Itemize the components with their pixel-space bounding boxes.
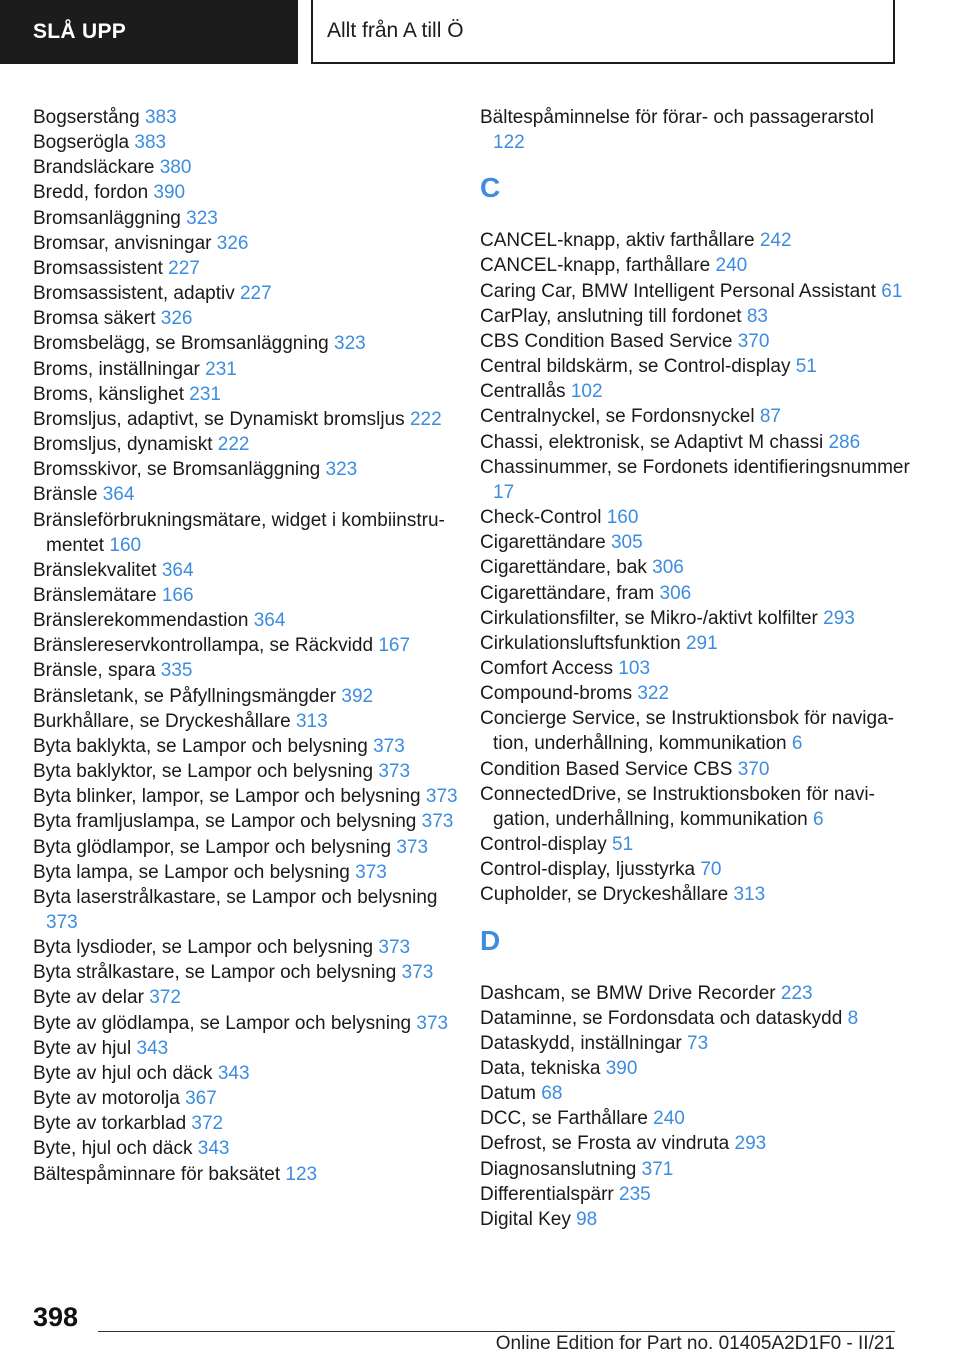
index-entry — [480, 782, 910, 832]
index-page-link[interactable]: 326 — [216, 232, 249, 254]
index-entry-text: Brandsläckare — [33, 157, 155, 179]
index-entry — [480, 404, 910, 429]
index-entry-text: Bränsletank, se Påfyllningsmängder — [33, 685, 337, 707]
index-entry-text: Caring Car, BMW Intelligent Personal Assistant — [480, 280, 877, 302]
index-page-link[interactable]: 364 — [161, 559, 194, 581]
page-number: 398 — [33, 1302, 79, 1332]
index-page-link[interactable]: 291 — [685, 632, 718, 654]
index-page-link[interactable]: 235 — [619, 1183, 651, 1205]
index-page-link[interactable]: 306 — [652, 557, 684, 579]
index-entry — [33, 835, 473, 860]
index-entry-text: Byte av torkarblad — [33, 1113, 187, 1135]
index-entry-text: CANCEL-knapp, farthållare — [480, 255, 711, 277]
index-page-link[interactable]: 222 — [217, 434, 250, 456]
index-entry-text: Centralnyckel, se Fordonsnyckel — [480, 406, 755, 428]
index-page-link[interactable]: 122 — [493, 132, 525, 154]
index-entry-text: Bromsa säkert — [33, 308, 156, 330]
index-entry — [33, 734, 473, 759]
index-page-link[interactable]: 68 — [541, 1083, 563, 1105]
index-entry — [480, 857, 910, 882]
index-page-link[interactable]: 83 — [746, 305, 768, 327]
index-entry — [480, 253, 910, 278]
index-page-link[interactable]: 306 — [659, 582, 692, 604]
index-entry-text: Byta blinker, lampor, se Lampor och belysning — [33, 786, 421, 808]
index-page-link[interactable]: 242 — [759, 230, 792, 252]
index-page-link[interactable]: 335 — [160, 660, 193, 682]
index-entry-text: CBS Condition Based Service — [480, 330, 733, 352]
index-entry — [33, 935, 473, 960]
tab-lookup[interactable]: SLÅ UPP — [0, 0, 298, 64]
index-entry-text: Concierge Service, se Instruktionsbok för navigation, underhållning, kommunikation — [480, 708, 894, 755]
index-entry-text: Diagnosanslutning — [480, 1158, 637, 1180]
index-column-right — [480, 105, 910, 1232]
index-entry — [33, 130, 473, 155]
index-page-link[interactable]: 73 — [687, 1032, 709, 1054]
index-entry-text: Bogserögla — [33, 132, 130, 154]
index-entry — [480, 530, 910, 555]
index-entry-text: Control-display, ljusstyrka — [480, 859, 696, 881]
index-entry-text: Byte, hjul och däck — [33, 1138, 193, 1160]
index-entry-text: CANCEL-knapp, aktiv farthållare — [480, 230, 755, 252]
index-page-link[interactable]: 51 — [612, 834, 634, 856]
index-entry — [480, 1056, 910, 1081]
index-entry — [33, 759, 473, 784]
index-page-link[interactable]: 61 — [881, 280, 903, 302]
index-entry-text: Dashcam, se BMW Drive Recorder — [480, 982, 776, 1004]
index-page-link[interactable]: 383 — [144, 107, 177, 128]
index-entry — [33, 985, 473, 1010]
index-entry-text: Byte av motorolja — [33, 1088, 180, 1110]
index-page-link[interactable]: 222 — [409, 408, 442, 430]
index-entry — [480, 1081, 910, 1106]
index-page-link[interactable]: 323 — [186, 207, 218, 229]
index-page-link[interactable]: 70 — [700, 859, 722, 881]
index-entry — [33, 684, 473, 709]
index-entry — [33, 784, 473, 809]
index-entry-text: Bromsar, anvisningar — [33, 232, 212, 254]
index-entry — [480, 505, 910, 530]
index-entry-text: Cigarettändare, bak — [480, 557, 647, 579]
index-entry — [33, 658, 473, 683]
index-entry — [33, 407, 473, 432]
index-page-link[interactable]: 87 — [759, 406, 781, 428]
index-entry — [33, 960, 473, 985]
header-bar — [0, 0, 960, 66]
index-entry — [33, 432, 473, 457]
index-entry-text: Bränsle — [33, 484, 98, 506]
index-entry — [33, 306, 473, 331]
index-entry-text: Byta lysdioder, se Lampor och belysning — [33, 937, 374, 959]
index-page-link[interactable]: 372 — [149, 987, 181, 1009]
footer-divider — [98, 1331, 895, 1332]
index-entry — [33, 382, 473, 407]
index-page-link[interactable]: 313 — [295, 710, 328, 732]
index-page-link[interactable]: 6 — [791, 733, 803, 755]
index-page-link[interactable]: 373 — [378, 761, 411, 783]
index-entry — [480, 1106, 910, 1131]
index-entry-text: Bältespåminnare för baksätet — [33, 1163, 281, 1185]
index-page-link[interactable]: 17 — [493, 481, 515, 503]
index-entry-text: Bromsbelägg, se Bromsanläggning — [33, 333, 329, 355]
index-page-link[interactable]: 293 — [823, 607, 855, 629]
index-letter-heading: C — [480, 172, 501, 204]
index-page-link[interactable]: 223 — [780, 982, 813, 1004]
index-entry-text: Burkhållare, se Dryckeshållare — [33, 710, 291, 732]
index-entry — [480, 1031, 910, 1056]
index-entry-text: Bredd, fordon — [33, 182, 149, 204]
index-entry — [33, 1011, 473, 1036]
index-entry — [33, 583, 473, 608]
index-letter-heading: D — [480, 924, 501, 956]
index-entry — [480, 1131, 910, 1156]
index-page-link[interactable]: 160 — [109, 534, 142, 556]
index-entry-text: ConnectedDrive, se Instruktionsboken för navigation, underhållning, kommunikation — [480, 783, 875, 830]
index-page-link[interactable]: 6 — [813, 808, 824, 830]
index-entry — [33, 206, 473, 231]
index-entry — [33, 180, 473, 205]
index-page-link[interactable]: 326 — [160, 308, 193, 330]
index-page-link[interactable]: 51 — [795, 356, 817, 378]
index-page-link[interactable]: 167 — [378, 635, 411, 657]
index-entry-text: Dataskydd, inställningar — [480, 1032, 682, 1054]
index-entry-text: Cupholder, se Dryckeshållare — [480, 884, 729, 906]
index-entry-text: Byta framljuslampa, se Lampor och belysning — [33, 811, 417, 833]
index-page-link[interactable]: 286 — [828, 431, 861, 453]
index-entry-text: Bränslerekommendastion — [33, 610, 249, 632]
edition-footer: Online Edition for Part no. 01405A2D1F0 - II/21 — [495, 1333, 895, 1354]
index-column-left — [33, 105, 473, 1187]
index-entry-text: Byta lampa, se Lampor och belysning — [33, 861, 350, 883]
index-entry-text: CarPlay, anslutning till fordonet — [480, 305, 742, 327]
index-entry-text: Bogserstång — [33, 107, 140, 128]
index-page-link[interactable]: 293 — [734, 1133, 767, 1155]
index-entry-text: Bromsassistent, adaptiv — [33, 283, 235, 305]
index-entry-text: Bränslemätare — [33, 584, 157, 606]
index-entry — [480, 304, 910, 329]
tab-a-to-o[interactable]: Allt från A till Ö — [311, 0, 895, 64]
index-entry — [480, 631, 910, 656]
index-entry-text: Bränslereservkontrollampa, se Räckvidd — [33, 635, 374, 657]
index-entry — [480, 581, 910, 606]
index-entry — [480, 430, 910, 455]
index-entry — [480, 555, 910, 580]
index-entry — [480, 455, 910, 505]
index-entry-text: Control-display — [480, 834, 607, 856]
index-entry-text: Byte av glödlampa, se Lampor och belysning — [33, 1012, 412, 1034]
index-page-link[interactable]: 231 — [205, 358, 237, 380]
index-page-link[interactable]: 367 — [185, 1088, 217, 1110]
index-entry-text: Bromsassistent — [33, 257, 163, 279]
index-entry-text: Datum — [480, 1083, 536, 1105]
index-entry — [33, 1136, 473, 1161]
index-page-link[interactable]: 343 — [217, 1062, 250, 1084]
index-page-link[interactable]: 373 — [421, 811, 454, 833]
index-entry — [480, 606, 910, 631]
index-entry — [480, 1157, 910, 1182]
index-entry — [480, 681, 910, 706]
index-entry — [480, 379, 910, 404]
index-entry — [33, 508, 473, 558]
index-entry — [33, 256, 473, 281]
index-entry — [480, 706, 910, 756]
index-entry — [33, 457, 473, 482]
index-entry — [33, 709, 473, 734]
index-entry-text: Differentialspärr — [480, 1183, 614, 1205]
index-page-link[interactable]: 373 — [46, 912, 78, 933]
index-entry-text: Check-Control — [480, 507, 602, 529]
index-entry — [480, 757, 910, 782]
index-page-link[interactable]: 392 — [341, 685, 374, 707]
index-entry-text: Chassi, elektronisk, se Adaptivt M chassi — [480, 431, 824, 453]
index-entry-text: Bromsskivor, se Bromsanläggning — [33, 459, 321, 481]
index-entry — [33, 1061, 473, 1086]
index-page-link[interactable]: 227 — [168, 257, 200, 279]
index-entry — [33, 331, 473, 356]
index-entry — [33, 155, 473, 180]
index-entry — [33, 860, 473, 885]
index-entry-text: Cigarettändare — [480, 532, 606, 554]
index-page-link[interactable]: 160 — [606, 507, 639, 529]
index-page-link[interactable]: 240 — [715, 255, 748, 277]
index-entry-text: Byta laserstrålkastare, se Lampor och belysning — [33, 886, 438, 908]
index-entry — [33, 1162, 473, 1187]
index-page-link[interactable]: 364 — [253, 610, 286, 632]
index-entry-text: Broms, känslighet — [33, 383, 185, 405]
index-entry-text: Cirkulationsluftsfunktion — [480, 632, 681, 654]
index-page-link[interactable]: 231 — [189, 383, 221, 405]
index-entry-text: Cirkulationsfilter, se Mikro-/aktivt kolfilter — [480, 607, 818, 629]
index-entry — [33, 558, 473, 583]
index-entry — [33, 482, 473, 507]
index-page-link[interactable]: 373 — [416, 1012, 449, 1034]
index-entry — [33, 357, 473, 382]
index-entry-text: Bromsanläggning — [33, 207, 181, 229]
index-entry — [33, 809, 473, 834]
index-entry — [480, 1182, 910, 1207]
index-entry-text: Byte av hjul och däck — [33, 1062, 213, 1084]
index-page-link[interactable]: 166 — [161, 584, 194, 606]
index-entry — [480, 1207, 910, 1232]
index-page-link[interactable]: 383 — [134, 132, 167, 154]
index-page-link[interactable]: 390 — [605, 1058, 638, 1079]
index-entry-text: Byta baklyktor, se Lampor och belysning — [33, 761, 374, 783]
index-entry-text: Byta glödlampor, se Lampor och belysning — [33, 836, 392, 858]
index-page-link[interactable]: 372 — [191, 1113, 224, 1135]
index-entry-text: Central bildskärm, se Control-display — [480, 356, 791, 378]
index-entry — [33, 231, 473, 256]
index-entry — [33, 1111, 473, 1136]
index-entry-text: Bromsljus, adaptivt, se Dynamiskt bromsljus — [33, 408, 405, 430]
index-entry-text: Byte av delar — [33, 987, 144, 1009]
index-page-link[interactable]: 343 — [197, 1138, 230, 1160]
index-entry-text: Comfort Access — [480, 657, 614, 679]
index-entry-text: Bromsljus, dynamiskt — [33, 434, 213, 456]
index-entry — [480, 1006, 910, 1031]
index-entry — [33, 633, 473, 658]
index-page-link[interactable]: 98 — [576, 1208, 598, 1230]
index-page-link[interactable]: 313 — [733, 884, 766, 906]
index-entry — [33, 1036, 473, 1061]
index-page-link[interactable]: 380 — [159, 157, 192, 179]
index-entry — [33, 885, 473, 935]
index-page-link[interactable]: 305 — [610, 532, 643, 554]
index-page-link[interactable]: 373 — [401, 962, 434, 984]
index-entry-text: Byte av hjul — [33, 1037, 132, 1059]
index-entry — [480, 228, 910, 253]
index-page-link[interactable]: 373 — [373, 735, 405, 757]
index-entry-text: Broms, inställningar — [33, 358, 200, 380]
index-entry — [480, 105, 910, 155]
index-entry — [480, 832, 910, 857]
index-entry-text: Condition Based Service CBS — [480, 758, 733, 780]
index-entry-text: Chassinummer, se Fordonets identifieringsnummer — [480, 456, 910, 478]
index-entry — [480, 279, 910, 304]
index-page-link[interactable]: 373 — [425, 786, 458, 808]
index-entry-text: Cigarettändare, fram — [480, 582, 655, 604]
index-page-link[interactable]: 323 — [325, 459, 358, 481]
index-entry — [33, 608, 473, 633]
index-entry-text: Data, tekniska — [480, 1058, 601, 1079]
index-page-link[interactable]: 8 — [847, 1007, 859, 1029]
index-entry — [33, 281, 473, 306]
index-entry — [480, 656, 910, 681]
index-entry — [33, 105, 473, 130]
index-entry — [33, 1086, 473, 1111]
index-entry-text: Bränsle, spara — [33, 660, 156, 682]
index-page-link[interactable]: 370 — [737, 758, 770, 780]
index-page-link[interactable]: 371 — [641, 1158, 674, 1180]
index-page-link[interactable]: 227 — [239, 283, 272, 305]
index-entry-text: Byta baklykta, se Lampor och belysning — [33, 735, 368, 757]
index-page-link[interactable]: 390 — [153, 182, 186, 204]
index-entry — [480, 882, 910, 907]
index-entry-text: Defrost, se Frosta av vindruta — [480, 1133, 730, 1155]
index-entry-text: Byta strålkastare, se Lampor och belysning — [33, 962, 397, 984]
index-page-link[interactable]: 323 — [334, 333, 366, 355]
index-entry-text: DCC, se Farthållare — [480, 1108, 648, 1130]
index-entry-text: Centrallås — [480, 381, 566, 403]
index-entry — [480, 329, 910, 354]
index-page-link[interactable]: 240 — [653, 1108, 685, 1130]
index-page-link[interactable]: 373 — [378, 937, 411, 959]
index-entry — [480, 981, 910, 1006]
index-page-link[interactable]: 123 — [285, 1163, 318, 1185]
index-entry-text: Bältespåminnelse för förar- och passagerarstol — [480, 107, 874, 128]
index-page-link[interactable]: 343 — [136, 1037, 169, 1059]
index-entry-text: Bränsleförbrukningsmätare, widget i kombiinstrumentet — [33, 509, 445, 556]
index-entry-text: Digital Key — [480, 1208, 571, 1230]
index-page-link[interactable]: 370 — [737, 330, 770, 352]
index-entry-text: Dataminne, se Fordonsdata och dataskydd — [480, 1007, 843, 1029]
index-page-link[interactable]: 322 — [637, 683, 670, 705]
index-page-link[interactable]: 373 — [396, 836, 429, 858]
index-entry-text: Bränslekvalitet — [33, 559, 157, 581]
index-entry-text: Compound-broms — [480, 683, 633, 705]
index-page-link[interactable]: 102 — [570, 381, 603, 403]
index-page-link[interactable]: 364 — [102, 484, 135, 506]
index-page-link[interactable]: 103 — [618, 657, 651, 679]
index-page-link[interactable]: 373 — [355, 861, 387, 883]
index-entry — [480, 354, 910, 379]
